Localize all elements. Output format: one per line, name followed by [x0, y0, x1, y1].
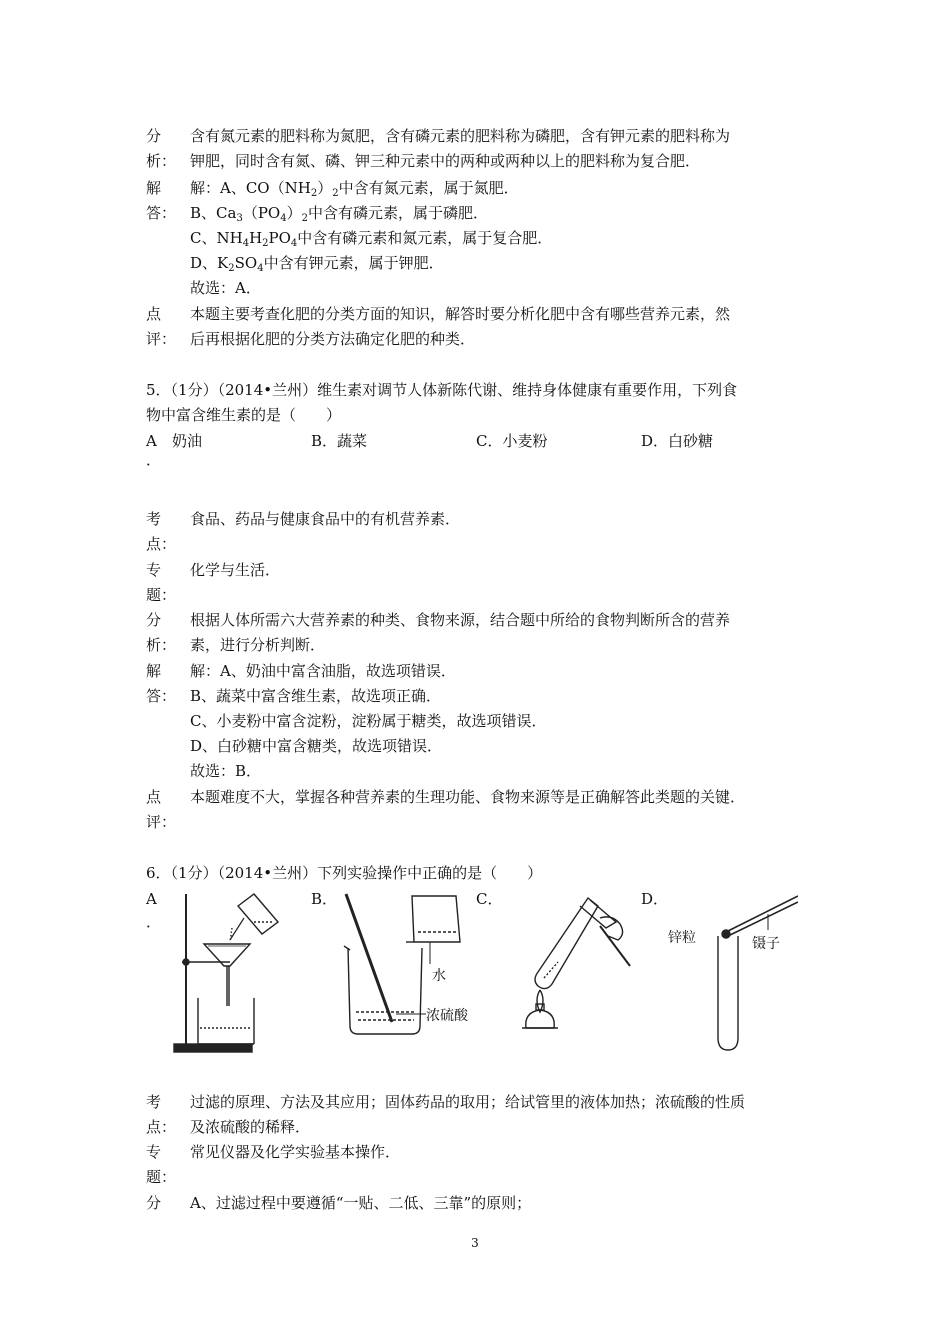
label-dianping-q5-2: 评：: [146, 813, 177, 831]
label-fenxi-q5-1: 分: [146, 611, 162, 629]
answer-a-sub2: 2: [332, 188, 339, 199]
heating-figure: [500, 888, 640, 1038]
label-jieda-1: 解: [146, 179, 162, 197]
label-jieda-2: 答：: [146, 204, 177, 222]
answer-a-text: 解：A、CO（NH: [190, 179, 311, 197]
q6-kaodian-line-1: 过滤的原理、方法及其应用；固体药品的取用；给试管里的液体加热；浓硫酸的性质: [190, 1093, 746, 1111]
q6-stem: 6．（1分）（2014•兰州）下列实验操作中正确的是（ ）: [146, 864, 543, 882]
q5-option-c: C．小麦粉: [476, 432, 548, 450]
label-kaodian-1: 考: [146, 510, 162, 528]
page-number: 3: [471, 1236, 479, 1250]
q5-stem-1: 5．（1分）（2014•兰州）维生素对调节人体新陈代谢、维持身体健康有重要作用，下列食: [146, 381, 738, 399]
label-jieda-q5-2: 答：: [146, 687, 177, 705]
q6-zhuanti-text: 常见仪器及化学实验基本操作．: [190, 1143, 401, 1161]
filtration-figure: [168, 888, 286, 1058]
answer-choice: 故选：A．: [190, 279, 261, 297]
answer-d-text2: SO: [234, 254, 258, 272]
acid-label: 浓硫酸: [426, 1008, 468, 1024]
q5-jieda-line-3: C、小麦粉中富含淀粉，淀粉属于糖类，故选项错误．: [190, 712, 547, 730]
label-fenxi-q6: 分: [146, 1194, 162, 1212]
answer-c-sub: 4: [242, 238, 250, 249]
answer-b-text: B、Ca: [190, 204, 237, 222]
answer-a-text3: 中含有氮元素，属于氮肥．: [338, 179, 519, 197]
comment-line-1: 本题主要考查化肥的分类方面的知识，解答时要分析化肥中含有哪些营养元素，然: [190, 305, 731, 323]
answer-c-text3: PO: [268, 229, 291, 247]
q6-fenxi-text: A、过滤过程中要遵循“一贴、二低、三靠”的原则；: [190, 1194, 532, 1212]
q5-jieda-line-2: B、蔬菜中富含维生素，故选项正确．: [190, 687, 442, 705]
q5-jieda-line-4: D、白砂糖中富含糖类，故选项错误．: [190, 737, 443, 755]
answer-b-sub: 3: [236, 213, 243, 224]
analysis-line-2: 钾肥，同时含有氮、磷、钾三种元素中的两种或两种以上的肥料称为复合肥．: [190, 152, 701, 170]
q6-option-b: B．: [311, 890, 338, 908]
answer-d-sub: 2: [228, 263, 235, 274]
answer-b-sub3: 2: [301, 213, 308, 224]
label-zhuanti-q6-1: 专: [146, 1143, 162, 1161]
water-label: 水: [432, 968, 446, 984]
q6-kaodian-line-2: 及浓硫酸的稀释．: [190, 1118, 311, 1136]
q5-kaodian-text: 食品、药品与健康食品中的有机营养素．: [190, 510, 461, 528]
answer-a-text2: ）: [317, 179, 333, 197]
q5-jieda-line-1: 解：A、奶油中富含油脂，故选项错误．: [190, 662, 456, 680]
q5-fenxi-line-2: 素，进行分析判断．: [190, 636, 326, 654]
label-dianping-q5-1: 点: [146, 788, 162, 806]
acid-dilution-figure: [336, 888, 486, 1048]
label-fenxi-2: 析：: [146, 152, 177, 170]
q6-option-c: C．: [476, 890, 503, 908]
q5-option-a: 奶油: [172, 432, 203, 450]
q6-option-a-label: A: [146, 890, 157, 908]
label-kaodian-q6-1: 考: [146, 1093, 162, 1111]
q5-option-b: B．蔬菜: [311, 432, 368, 450]
answer-d-text: D、K: [190, 254, 229, 272]
label-kaodian-2: 点：: [146, 535, 177, 553]
zinc-figure: [668, 888, 798, 1056]
answer-c-text4: 中含有磷元素和氮元素，属于复合肥．: [297, 229, 553, 247]
label-dianping-1: 点: [146, 305, 162, 323]
answer-b-text4: 中含有磷元素，属于磷肥．: [307, 204, 488, 222]
q5-stem-2: 物中富含维生素的是（ ）: [146, 406, 342, 424]
q5-fenxi-line-1: 根据人体所需六大营养素的种类、食物来源，结合题中所给的食物判断所含的营养: [190, 611, 731, 629]
q6-option-d: D．: [641, 890, 669, 908]
label-zhuanti-2: 题：: [146, 586, 177, 604]
answer-d-sub2: 4: [257, 263, 264, 274]
answer-c-sub3: 4: [290, 238, 298, 249]
label-kaodian-q6-2: 点：: [146, 1118, 177, 1136]
zinc-label: 锌粒: [668, 930, 696, 946]
answer-a-sub: 2: [310, 188, 318, 199]
q5-option-d: D．白砂糖: [641, 432, 714, 450]
answer-b-text2: （PO: [242, 204, 281, 222]
label-zhuanti-1: 专: [146, 561, 162, 579]
answer-c-text: C、NH: [190, 229, 243, 247]
answer-b-sub2: 4: [280, 213, 287, 224]
q5-option-a-label: A: [146, 432, 157, 450]
answer-b-text3: ）: [286, 204, 302, 222]
analysis-line-1: 含有氮元素的肥料称为氮肥，含有磷元素的肥料称为磷肥，含有钾元素的肥料称为: [190, 127, 731, 145]
label-dianping-2: 评：: [146, 330, 177, 348]
q5-option-a-dot: ．: [146, 451, 162, 469]
tweezers-label: 镊子: [752, 936, 780, 952]
label-fenxi-1: 分: [146, 127, 162, 145]
label-zhuanti-q6-2: 题：: [146, 1168, 177, 1186]
answer-c-text2: H: [249, 229, 263, 247]
label-jieda-q5-1: 解: [146, 662, 162, 680]
q5-dianping-text: 本题难度不大，掌握各种营养素的生理功能、食物来源等是正确解答此类题的关键．: [190, 788, 746, 806]
label-fenxi-q5-2: 析：: [146, 636, 177, 654]
comment-line-2: 后再根据化肥的分类方法确定化肥的种类．: [190, 330, 476, 348]
answer-d-text3: 中含有钾元素，属于钾肥．: [263, 254, 444, 272]
q5-zhuanti-text: 化学与生活．: [190, 561, 281, 579]
answer-c-sub2: 2: [262, 238, 269, 249]
q6-option-a-dot: ．: [146, 913, 162, 931]
q5-jieda-line-5: 故选：B．: [190, 762, 262, 780]
